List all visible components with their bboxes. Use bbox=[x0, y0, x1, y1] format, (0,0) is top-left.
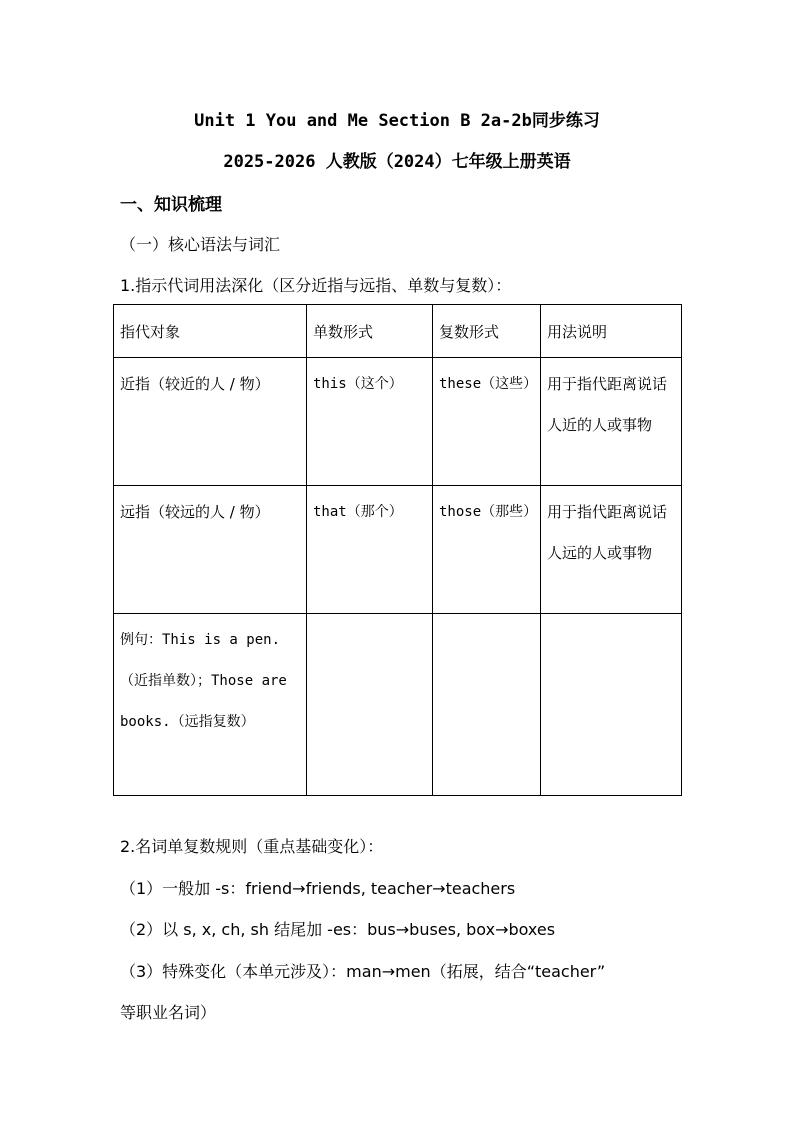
table-cell bbox=[541, 614, 682, 796]
table-cell: 用于指代距离说话人近的人或事物 bbox=[541, 358, 682, 486]
table-row bbox=[114, 614, 682, 796]
table-cell-example: 例句：This is a pen.（近指单数）；Those are books.（远指复数） bbox=[114, 614, 307, 796]
table-header-cell: 单数形式 bbox=[307, 305, 433, 358]
subsection-heading: （一）核心语法与词汇 bbox=[120, 235, 281, 254]
table-header-cell: 复数形式 bbox=[433, 305, 541, 358]
table-row bbox=[114, 358, 682, 486]
demonstrative-pronoun-table bbox=[113, 304, 682, 796]
table-row bbox=[114, 486, 682, 614]
plural-rule-2: （2）以 s, x, ch, sh 结尾加 -es：bus→buses, box→boxes bbox=[120, 920, 556, 939]
point2-heading: 2.名词单复数规则（重点基础变化）： bbox=[120, 837, 384, 856]
table-header-cell: 指代对象 bbox=[114, 305, 307, 358]
plural-rule-3: （3）特殊变化（本单元涉及）：man→men（拓展，结合“teacher” bbox=[120, 962, 606, 981]
table-cell: those（那些） bbox=[433, 486, 541, 614]
table-cell: these（这些） bbox=[433, 358, 541, 486]
table-header-row bbox=[114, 305, 682, 358]
plural-rule-1: （1）一般加 -s：friend→friends, teacher→teachers bbox=[120, 879, 516, 898]
document-subtitle: 2025-2026 人教版（2024）七年级上册英语 bbox=[223, 152, 571, 172]
table-cell: that（那个） bbox=[307, 486, 433, 614]
table-cell: 近指（较近的人 / 物） bbox=[114, 358, 307, 486]
plural-rule-3-continued: 等职业名词） bbox=[120, 1003, 217, 1022]
table-cell: 远指（较远的人 / 物） bbox=[114, 486, 307, 614]
table-cell: 用于指代距离说话人远的人或事物 bbox=[541, 486, 682, 614]
table-cell: this（这个） bbox=[307, 358, 433, 486]
point1-heading: 1.指示代词用法深化（区分近指与远指、单数与复数）： bbox=[120, 276, 512, 295]
table-header-cell: 用法说明 bbox=[541, 305, 682, 358]
section-heading: 一、知识梳理 bbox=[120, 195, 222, 215]
table-cell bbox=[307, 614, 433, 796]
table-cell bbox=[433, 614, 541, 796]
document-title: Unit 1 You and Me Section B 2a-2b同步练习 bbox=[194, 111, 600, 131]
